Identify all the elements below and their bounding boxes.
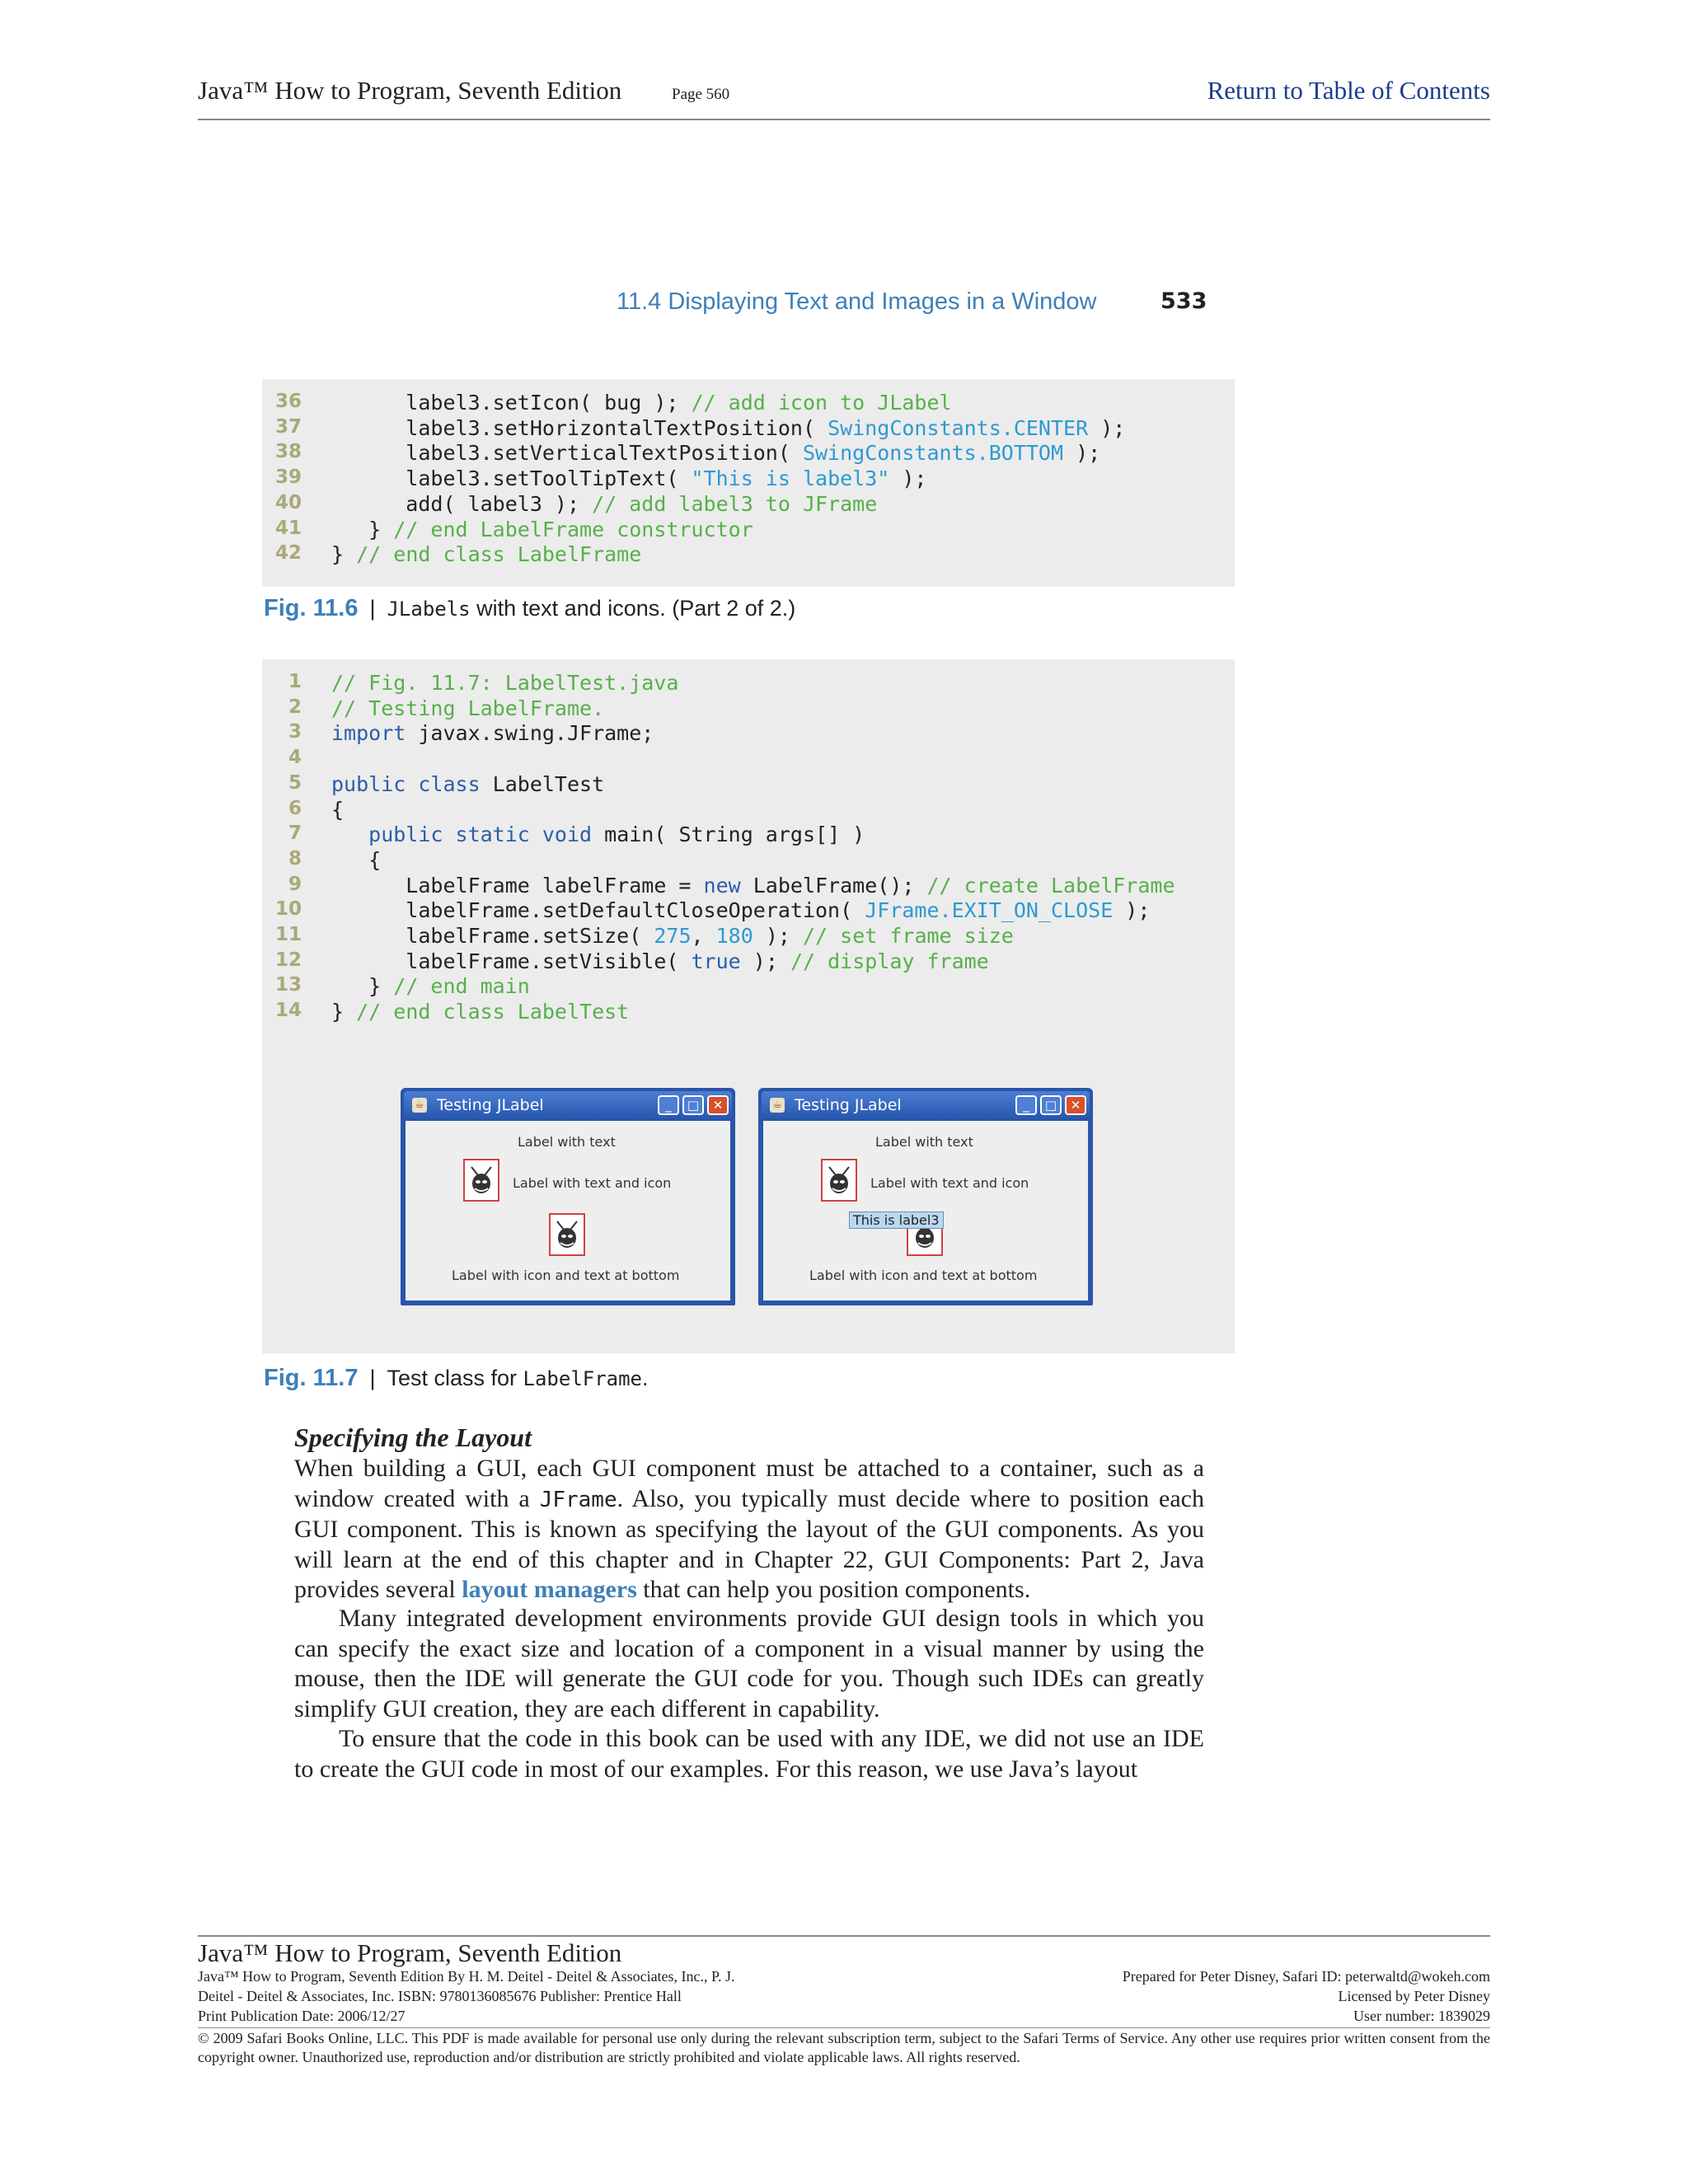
- code-text: [331, 518, 753, 541]
- label-text-only: Label with text: [518, 1134, 616, 1150]
- section-running-head: 11.4 Displaying Text and Images in a Window: [617, 288, 1097, 315]
- close-button[interactable]: ✕: [707, 1095, 729, 1115]
- footer-pub-date: Print Publication Date: 2006/12/27: [198, 2008, 406, 2024]
- code-token: );: [889, 466, 927, 491]
- code-token: label3.setVerticalTextPosition(: [331, 441, 803, 466]
- code-text: [331, 391, 952, 415]
- caption-end: .: [642, 1366, 649, 1390]
- window-title: Testing JLabel: [437, 1096, 544, 1114]
- caption-separator: |: [369, 1366, 376, 1390]
- code-token: new: [703, 873, 741, 898]
- tooltip: This is label3: [849, 1212, 944, 1229]
- code-token: // display frame: [790, 949, 989, 973]
- code-token: true: [691, 949, 741, 973]
- paragraph-3: To ensure that the code in this book can be used with any IDE, we did not use an IDE to create the GUI code in most of our examples. For this reason, we use Java’s layout: [294, 1725, 1204, 1783]
- code-token: // end class LabelTest: [356, 1000, 630, 1024]
- code-token: // end main: [393, 974, 530, 999]
- maximize-button[interactable]: □: [1040, 1095, 1062, 1115]
- jframe-window-1: [401, 1088, 735, 1305]
- code-token: label3.setIcon( bug );: [331, 391, 692, 415]
- code-text: [331, 823, 865, 846]
- page-number: Page 560: [672, 86, 730, 103]
- bug-icon: [463, 1159, 499, 1202]
- code-token: main( String args[] ): [592, 823, 865, 847]
- code-listing-fig-11-6: [262, 379, 1235, 587]
- code-text: [331, 848, 381, 872]
- code-text: [331, 874, 1175, 898]
- code-token: LabelFrame();: [740, 873, 927, 898]
- line-number: 7: [288, 823, 302, 845]
- code-token: );: [1113, 898, 1151, 923]
- line-number: 9: [288, 873, 302, 895]
- label-text-and-icon: Label with text and icon: [870, 1175, 1029, 1191]
- window-title-bar[interactable]: [762, 1091, 1090, 1119]
- code-token: 275: [654, 924, 692, 948]
- code-text: [331, 416, 1125, 440]
- figure-caption-11-7: [264, 1365, 649, 1392]
- bug-icon: [549, 1213, 585, 1256]
- line-number: 10: [274, 898, 302, 921]
- close-button[interactable]: ✕: [1065, 1095, 1086, 1115]
- window-content: [406, 1121, 730, 1301]
- footer-divider: [198, 2027, 1490, 2028]
- line-number: 14: [274, 1000, 302, 1022]
- book-page-number: 533: [1160, 288, 1207, 314]
- label-text-only: Label with text: [875, 1134, 973, 1150]
- label-text-and-icon: Label with text and icon: [513, 1175, 672, 1191]
- line-number: 12: [274, 949, 302, 971]
- code-token: import: [331, 721, 406, 746]
- caption-separator: |: [369, 596, 376, 621]
- code-text: [331, 1000, 629, 1024]
- window-title-bar[interactable]: [404, 1091, 732, 1119]
- code-token: }: [331, 542, 357, 567]
- paragraph-text: When building a GUI, each GUI component must be attached to a container, such as a window created with a: [294, 1455, 1204, 1512]
- code-text: [331, 949, 989, 973]
- line-number: 42: [274, 542, 302, 565]
- code-token: // Fig. 11.7: LabelTest.java: [331, 671, 679, 695]
- code-text: [331, 924, 1014, 948]
- code-token: // end LabelFrame constructor: [393, 517, 753, 541]
- code-text: [331, 898, 1150, 922]
- line-number: 3: [288, 721, 302, 743]
- caption-code: JLabels: [387, 598, 471, 621]
- paragraph-text: that can help you position components.: [636, 1576, 1031, 1603]
- table-of-contents-link[interactable]: Return to Table of Contents: [1207, 76, 1490, 105]
- code-text: [331, 798, 344, 822]
- line-number: 5: [288, 771, 302, 794]
- code-token: {: [331, 797, 345, 822]
- code-token: 180: [715, 924, 753, 948]
- code-token: SwingConstants.CENTER: [828, 415, 1089, 440]
- line-number: 8: [288, 847, 302, 869]
- window-content: [763, 1121, 1088, 1301]
- line-number: 2: [288, 696, 302, 718]
- figure-label: Fig. 11.6: [264, 595, 359, 621]
- code-token: "This is label3": [691, 466, 890, 491]
- code-token: label3.setHorizontalTextPosition(: [331, 415, 828, 440]
- footer-book-info: Java™ How to Program, Seventh Edition By H. M. Deitel - Deitel & Associates, Inc., P. J.: [198, 1968, 735, 1985]
- code-token: // add label3 to JFrame: [592, 491, 878, 516]
- paragraph-1: [294, 1454, 1204, 1605]
- code-token: JFrame.EXIT_ON_CLOSE: [865, 898, 1114, 923]
- caption-text: Test class for: [387, 1366, 523, 1390]
- line-number: 41: [274, 517, 302, 539]
- code-token: SwingConstants.BOTTOM: [802, 441, 1064, 466]
- book-title: Java™ How to Program, Seventh Edition: [198, 76, 622, 105]
- line-number: 11: [274, 924, 302, 945]
- code-token: );: [1088, 415, 1126, 440]
- line-number: 36: [274, 391, 302, 412]
- code-text: [331, 542, 641, 566]
- footer-isbn: Deitel - Deitel & Associates, Inc. ISBN: 9780136085676 Publisher: Prentice Hall: [198, 1988, 682, 2004]
- minimize-button[interactable]: _: [1015, 1095, 1037, 1115]
- code-token: ,: [691, 924, 716, 948]
- footer-user-number: User number: 1839029: [1353, 2008, 1490, 2024]
- section-heading: Specifying the Layout: [294, 1422, 532, 1452]
- code-token: );: [1063, 441, 1101, 466]
- code-token: label3.setToolTipText(: [331, 466, 692, 491]
- key-term: layout managers: [462, 1576, 637, 1603]
- footer-prepared-for: Prepared for Peter Disney, Safari ID: peterwaltd@wokeh.com: [1122, 1968, 1490, 1985]
- line-number: 13: [274, 974, 302, 996]
- line-number: 37: [274, 415, 302, 438]
- code-token: javax.swing.JFrame;: [406, 721, 654, 746]
- code-text: [331, 696, 604, 720]
- code-token: labelFrame.setDefaultCloseOperation(: [331, 898, 865, 923]
- minimize-button[interactable]: _: [658, 1095, 679, 1115]
- label-icon-text-bottom: Label with icon and text at bottom: [809, 1268, 1038, 1283]
- line-number: 40: [274, 491, 302, 513]
- code-token: }: [331, 517, 394, 541]
- code-text: [331, 492, 877, 516]
- inline-code: JFrame: [539, 1487, 617, 1512]
- code-token: [331, 823, 368, 846]
- footer-copyright: © 2009 Safari Books Online, LLC. This PDF is made available for personal use only during the relevant subscription term, subject to the Safari Terms of Service. Any other use requires prior written consent from the copyright owner. Unauthorized use, reproduction and/or distribution are strictly prohibited and violate applicable laws. All rights reserved.: [198, 2030, 1490, 2065]
- code-token: // Testing LabelFrame.: [331, 696, 605, 720]
- code-token: );: [740, 949, 790, 973]
- figure-label: Fig. 11.7: [264, 1365, 359, 1391]
- footer-licensed: Licensed by Peter Disney: [1338, 1988, 1490, 2004]
- code-token: LabelTest: [480, 771, 605, 796]
- line-number: 4: [288, 747, 302, 769]
- line-number: 39: [274, 466, 302, 489]
- java-cup-icon: ☕: [770, 1098, 785, 1113]
- maximize-button[interactable]: □: [682, 1095, 704, 1115]
- line-number: 38: [274, 441, 302, 463]
- code-token: // create LabelFrame: [926, 873, 1175, 898]
- code-text: [331, 772, 604, 796]
- page-footer: [198, 1935, 1490, 2065]
- code-token: labelFrame.setSize(: [331, 924, 654, 948]
- code-text: [331, 974, 530, 998]
- code-token: // add icon to JLabel: [691, 391, 952, 415]
- caption-code: LabelFrame: [523, 1367, 643, 1390]
- figure-caption-11-6: [264, 595, 795, 622]
- label-icon-text-bottom: Label with icon and text at bottom: [452, 1268, 680, 1283]
- caption-text: with text and icons. (Part 2 of 2.): [470, 596, 796, 621]
- footer-book-title: Java™ How to Program, Seventh Edition: [198, 1938, 622, 1967]
- code-token: // set frame size: [802, 924, 1014, 948]
- java-cup-icon: ☕: [412, 1098, 427, 1113]
- line-number: 1: [288, 671, 302, 692]
- line-number: 6: [288, 797, 302, 819]
- code-text: [331, 721, 654, 745]
- code-text: [331, 441, 1100, 465]
- code-token: LabelFrame labelFrame =: [331, 873, 704, 898]
- paragraph-2: Many integrated development environments provide GUI design tools in which you can specify the exact size and location of a component in a visual manner by using the mouse, then the IDE will generate the GUI code for you. Though such IDEs can greatly simplify GUI creation, they are each different in capability.: [294, 1605, 1204, 1722]
- code-token: {: [331, 847, 382, 872]
- code-text: [331, 671, 678, 695]
- code-token: }: [331, 1000, 357, 1024]
- window-title: Testing JLabel: [795, 1096, 902, 1114]
- running-header: [198, 76, 1490, 120]
- code-text: [331, 466, 926, 490]
- code-token: );: [753, 924, 803, 948]
- code-token: labelFrame.setVisible(: [331, 949, 692, 973]
- code-token: // end class LabelFrame: [356, 542, 642, 567]
- code-token: public class: [331, 771, 481, 796]
- bug-icon: [821, 1159, 857, 1202]
- jframe-window-2: [758, 1088, 1093, 1305]
- paragraph-text: . Also, you typically must decide where to position each GUI component. This is known as specifying the layout of the GUI components. As you will learn at the end of this chapter and in Chapter 22, GUI Components: Part 2, Java provides several: [294, 1484, 1204, 1603]
- code-token: add( label3 );: [331, 491, 593, 516]
- code-token: }: [331, 974, 394, 999]
- code-token: public static void: [368, 823, 593, 847]
